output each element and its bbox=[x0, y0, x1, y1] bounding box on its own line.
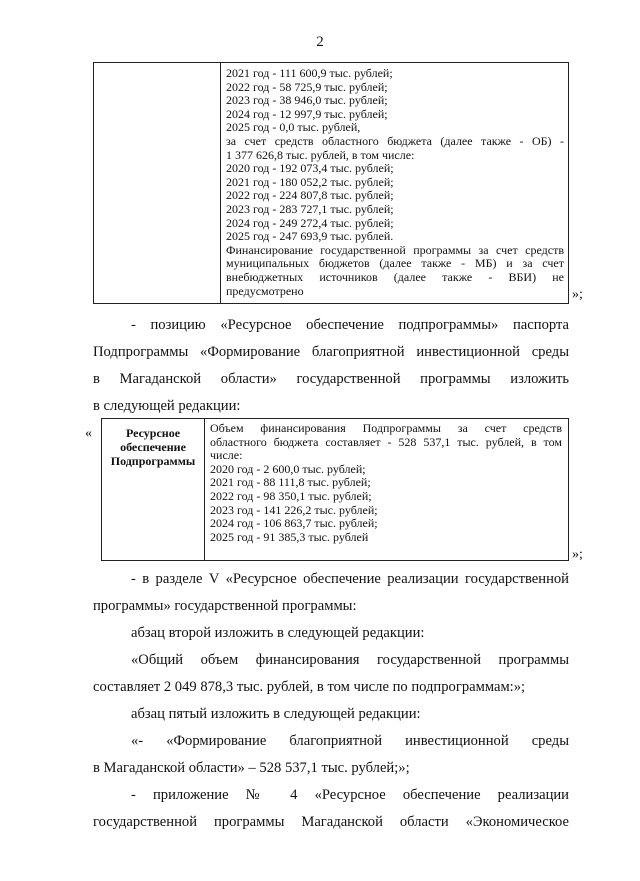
paragraph-subprogram-funding bbox=[93, 728, 569, 782]
paragraph-line: в Магаданской области» – 528 537,1 тыс. рублей;»; bbox=[93, 760, 410, 776]
paragraph-line: в Магаданской области» государственной программы изложить bbox=[93, 371, 569, 387]
funding-line: 2024 год - 249 272,4 тыс. рублей; bbox=[226, 215, 394, 230]
paragraph-line: - позицию «Ресурсное обеспечение подпрограммы» паспорта bbox=[131, 317, 569, 333]
paragraph-line: - в разделе V «Ресурсное обеспечение реализации государственной bbox=[131, 571, 569, 587]
table-column-divider bbox=[204, 419, 205, 560]
resource-line: областного бюджета составляет - 528 537,1 тыс. рублей, в том bbox=[210, 434, 562, 449]
paragraph-line: «- «Формирование благоприятной инвестиционной среды bbox=[131, 733, 569, 749]
funding-line: 2022 год - 224 807,8 тыс. рублей; bbox=[226, 188, 394, 203]
funding-details-cell bbox=[226, 67, 564, 298]
funding-line: 2025 год - 247 693,9 тыс. рублей. bbox=[226, 229, 394, 244]
resource-line: 2020 год - 2 600,0 тыс. рублей; bbox=[210, 461, 366, 476]
paragraph-abzac-five bbox=[131, 701, 421, 728]
label-line: Подпрограммы bbox=[110, 454, 196, 468]
paragraph-line: в следующей редакции: bbox=[93, 398, 241, 414]
funding-line: 2025 год - 0,0 тыс. рублей, bbox=[226, 120, 361, 135]
funding-line: внебюджетных источников (далее также - ВБИ) не bbox=[226, 269, 564, 284]
paragraph-abzac-two bbox=[131, 620, 424, 647]
funding-line: Финансирование государственной программы за счет средств bbox=[226, 242, 564, 257]
closing-quote: »; bbox=[572, 547, 583, 562]
funding-line: 2024 год - 12 997,9 тыс. рублей; bbox=[226, 106, 388, 121]
paragraph-line: - приложение № 4 «Ресурсное обеспечение реализации bbox=[131, 787, 569, 803]
funding-line: 2021 год - 111 600,9 тыс. рублей; bbox=[226, 66, 393, 80]
resource-line: Объем финансирования Подпрограммы за счет средств bbox=[210, 421, 562, 435]
funding-line: 2021 год - 180 052,2 тыс. рублей; bbox=[226, 174, 394, 189]
paragraph-line: составляет 2 049 878,3 тыс. рублей, в том числе по подпрограммам:»; bbox=[93, 679, 526, 695]
paragraph-appendix-four bbox=[93, 782, 569, 836]
paragraph-line: государственной программы Магаданской области «Экономическое bbox=[93, 814, 569, 830]
resource-line: 2024 год - 106 863,7 тыс. рублей; bbox=[210, 516, 378, 531]
resource-line: числе: bbox=[210, 448, 243, 463]
label-line: Ресурсное bbox=[125, 426, 181, 440]
funding-line: предусмотрено bbox=[226, 283, 304, 298]
label-line: обеспечение bbox=[120, 440, 186, 454]
paragraph-line: программы» государственной программы: bbox=[93, 598, 357, 614]
resource-table bbox=[101, 418, 569, 561]
funding-line: 2023 год - 38 946,0 тыс. рублей; bbox=[226, 93, 388, 108]
funding-line: 2022 год - 58 725,9 тыс. рублей; bbox=[226, 79, 388, 94]
paragraph-total-funding bbox=[93, 647, 569, 701]
resource-label-cell bbox=[106, 426, 200, 468]
paragraph-line: Подпрограммы «Формирование благоприятной инвестиционной среды bbox=[93, 344, 569, 360]
resource-details-cell bbox=[210, 422, 562, 544]
opening-quote: « bbox=[85, 426, 92, 441]
funding-line: 1 377 626,8 тыс. рублей, в том числе: bbox=[226, 147, 415, 162]
page-number: 2 bbox=[316, 34, 324, 50]
funding-line: 2020 год - 192 073,4 тыс. рублей; bbox=[226, 161, 394, 176]
paragraph-line: абзац второй изложить в следующей редакции: bbox=[131, 625, 425, 641]
funding-line: 2023 год - 283 727,1 тыс. рублей; bbox=[226, 201, 394, 216]
closing-quote: »; bbox=[572, 287, 583, 302]
resource-line: 2021 год - 88 111,8 тыс. рублей; bbox=[210, 475, 371, 490]
paragraph-line: абзац пятый изложить в следующей редакции: bbox=[131, 706, 421, 722]
resource-line: 2022 год - 98 350,1 тыс. рублей; bbox=[210, 488, 372, 503]
funding-line: муниципальных бюджетов (далее также - МБ) и за счет bbox=[226, 256, 564, 271]
table-column-divider bbox=[220, 63, 221, 303]
resource-line: 2023 год - 141 226,2 тыс. рублей; bbox=[210, 502, 378, 517]
paragraph-section-v bbox=[93, 566, 569, 620]
paragraph-position-change bbox=[93, 312, 569, 420]
resource-line: 2025 год - 91 385,3 тыс. рублей bbox=[210, 529, 369, 544]
funding-table-continuation bbox=[93, 62, 569, 304]
funding-line: за счет средств областного бюджета (далее также - ОБ) - bbox=[226, 133, 564, 148]
paragraph-line: «Общий объем финансирования государственной программы bbox=[131, 652, 569, 668]
